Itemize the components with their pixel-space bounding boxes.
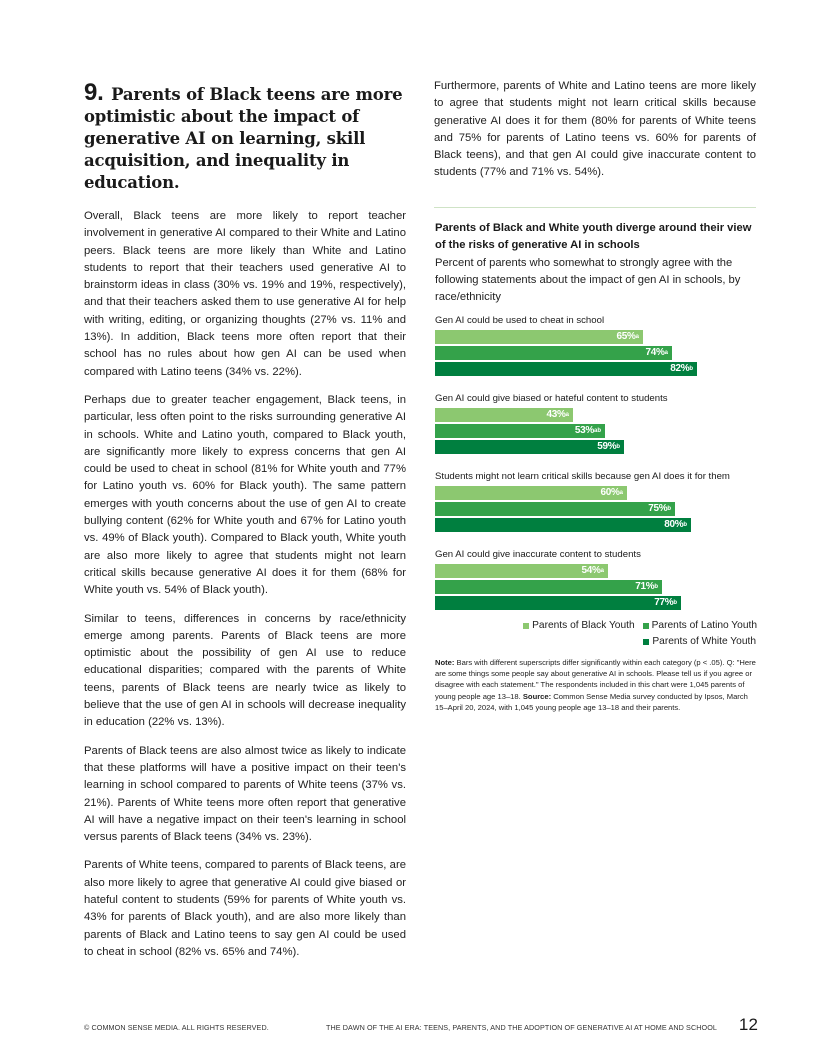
bar-superscript: a <box>600 568 604 574</box>
body-paragraph: Similar to teens, differences in concerns by race/ethnicity emerge among parents. Parents of Black teens are more optimistic about the possibility of gen AI use to reduce educational disparities; compared with the parents of White teens, parents of Black teens are nearly twice as likely to believe that the use of gen AI in schools will decrease inequality in education (22% vs. 13%). <box>84 612 406 729</box>
bar-superscript: ab <box>593 428 601 434</box>
bar-chart <box>435 220 757 647</box>
body-paragraph: Perhaps due to greater teacher engagement, Black teens, in particular, less often point to the risks surrounding generative AI in schools. White and Latino youth, compared to Black youth, are significantly more likely to express concerns that gen AI could be used to cheat in school (81% for White youth and 77% for Latino youth vs. 60% for Black youth). The same pattern emerges with youth concerns about the use of gen AI to create bullying content (62% for White youth and 67% for Latino youth vs. 49% of Black youth). Compared to Black youth, White youth are also more likely to agree that students might not learn critical skills because generative AI does it for them (68% for White youth vs. 54% of Black youth). <box>84 393 406 597</box>
bar-superscript: b <box>616 444 620 450</box>
legend-label: Parents of White Youth <box>652 636 756 647</box>
legend-swatch-icon <box>523 623 529 629</box>
bar-superscript: b <box>689 366 693 372</box>
bar-superscript: a <box>635 334 639 340</box>
bar-white-youth <box>435 440 624 454</box>
chart-category-label: Gen AI could give biased or hateful content to students <box>435 393 668 404</box>
bar-black-youth <box>435 486 627 500</box>
page-number: 12 <box>738 1015 758 1034</box>
left-column <box>84 79 406 961</box>
chart-category-label: Gen AI could give inaccurate content to students <box>435 549 641 560</box>
bar-value: 82% <box>670 363 690 374</box>
section-heading <box>84 79 406 194</box>
chart-subtitle: Percent of parents who somewhat to strongly agree with the following statements about the impact of gen AI in schools, by race/ethnicity <box>435 256 741 304</box>
body-paragraph: Overall, Black teens are more likely to report teacher involvement in generative AI compared to their White and Latino peers. Black teens are more likely than White and Latino students to report that their teachers used generative AI to brainstorm ideas in class (30% vs. 19% and 19%, respectively), and that their teachers asked them to use generative AI for help with writing, editing, or organizing thoughts (27% vs. 11% and 13%). In addition, Black teens more often report that their school has no rules about how gen AI can be used when compared with Latino teens (34% vs. 22%). <box>84 210 406 378</box>
chart-category-label: Students might not learn critical skills because gen AI does it for them <box>435 471 730 482</box>
source-text: Common Sense Media survey conducted by Ipsos, March 15–April 20, 2024, with 1,045 young people age 13–18 and their parents. <box>435 691 748 712</box>
bar-superscript: b <box>683 522 687 528</box>
note-text: Bars with different superscripts differ significantly within each category (p < .05). Q: "Here are some things some people say about generative AI in schools. Please tell us if you agree or disagree with each statement." The respondents included in this chart were 1,045 parents of young people age 13–18. <box>435 658 756 701</box>
bar-black-youth <box>435 330 643 344</box>
bar-white-youth <box>435 518 691 532</box>
footer-report-title: THE DAWN OF THE AI ERA: TEENS, PARENTS, AND THE ADOPTION OF GENERATIVE AI AT HOME AND SCHOOL <box>326 1023 717 1032</box>
body-paragraph: Furthermore, parents of White and Latino teens are more likely to agree that students might not learn critical skills because generative AI does it for them (80% for parents of White teens and 75% for parents of Latino teens vs. 60% for parents of Black teens), and that gen AI could give inaccurate content to students (77% and 71% vs. 54%). <box>434 80 756 179</box>
bar-value: 54% <box>581 565 601 576</box>
chart-group <box>435 393 765 454</box>
section-number: 9. <box>84 79 104 106</box>
bar-superscript: b <box>667 506 671 512</box>
divider <box>434 207 756 208</box>
legend-item-latino-youth <box>643 618 757 634</box>
bar-superscript: b <box>654 584 658 590</box>
bar-latino-youth <box>435 502 675 516</box>
bar-latino-youth <box>435 580 662 594</box>
legend-swatch-icon <box>643 623 649 629</box>
bar-latino-youth <box>435 346 672 360</box>
chart-note <box>435 657 757 713</box>
chart-group <box>435 549 765 610</box>
legend-label: Parents of Black Youth <box>532 620 635 631</box>
right-column <box>434 78 756 182</box>
chart-group <box>435 471 765 532</box>
bar-value: 53% <box>574 425 594 436</box>
chart-title: Parents of Black and White youth diverge around their view of the risks of generative AI in schools <box>435 222 752 252</box>
bar-superscript: a <box>664 350 668 356</box>
footer-copyright: © COMMON SENSE MEDIA. ALL RIGHTS RESERVED. <box>84 1023 269 1032</box>
bar-black-youth <box>435 408 573 422</box>
bar-superscript: a <box>619 490 623 496</box>
bar-white-youth <box>435 362 697 376</box>
source-label: Source: <box>522 691 552 701</box>
chart-legend <box>515 618 757 650</box>
bar-value: 71% <box>635 581 655 592</box>
bar-superscript: a <box>565 412 569 418</box>
bar-value: 65% <box>616 331 636 342</box>
chart-category-label: Gen AI could be used to cheat in school <box>435 315 605 326</box>
legend-swatch-icon <box>643 639 649 645</box>
bar-value: 75% <box>648 503 668 514</box>
body-paragraph: Parents of White teens, compared to parents of Black teens, are also more likely to agree that generative AI could give biased or hateful content to students (59% for parents of White youth vs. 43% for parents of Black youth), and are also more likely than parents of Black and Latino teens to say gen AI could be used to cheat in school (82% vs. 65% and 74%). <box>84 859 406 958</box>
bar-value: 43% <box>546 409 566 420</box>
bar-value: 80% <box>664 519 684 530</box>
bar-superscript: b <box>673 600 677 606</box>
bar-value: 74% <box>645 347 665 358</box>
bar-white-youth <box>435 596 681 610</box>
bar-black-youth <box>435 564 608 578</box>
legend-item-white-youth <box>643 634 756 650</box>
bar-value: 77% <box>654 597 674 608</box>
bar-value: 59% <box>597 441 617 452</box>
bar-latino-youth <box>435 424 605 438</box>
bar-value: 60% <box>600 487 620 498</box>
chart-group <box>435 315 765 376</box>
legend-item-black-youth <box>523 618 635 634</box>
body-paragraph: Parents of Black teens are also almost twice as likely to indicate that these platforms will have a positive impact on their teen's learning in school compared to parents of White teens (37% vs. 21%). Parents of White teens more often report that generative AI will have a negative impact on their teen's learning in school versus parents of Black teens (34% vs. 23%). <box>84 744 406 844</box>
note-label: Note: <box>435 658 455 667</box>
legend-label: Parents of Latino Youth <box>651 620 757 631</box>
section-heading-text: Parents of Black teens are more optimistic about the impact of generative AI on learning, skill acquisition, and inequality in education. <box>84 85 403 192</box>
